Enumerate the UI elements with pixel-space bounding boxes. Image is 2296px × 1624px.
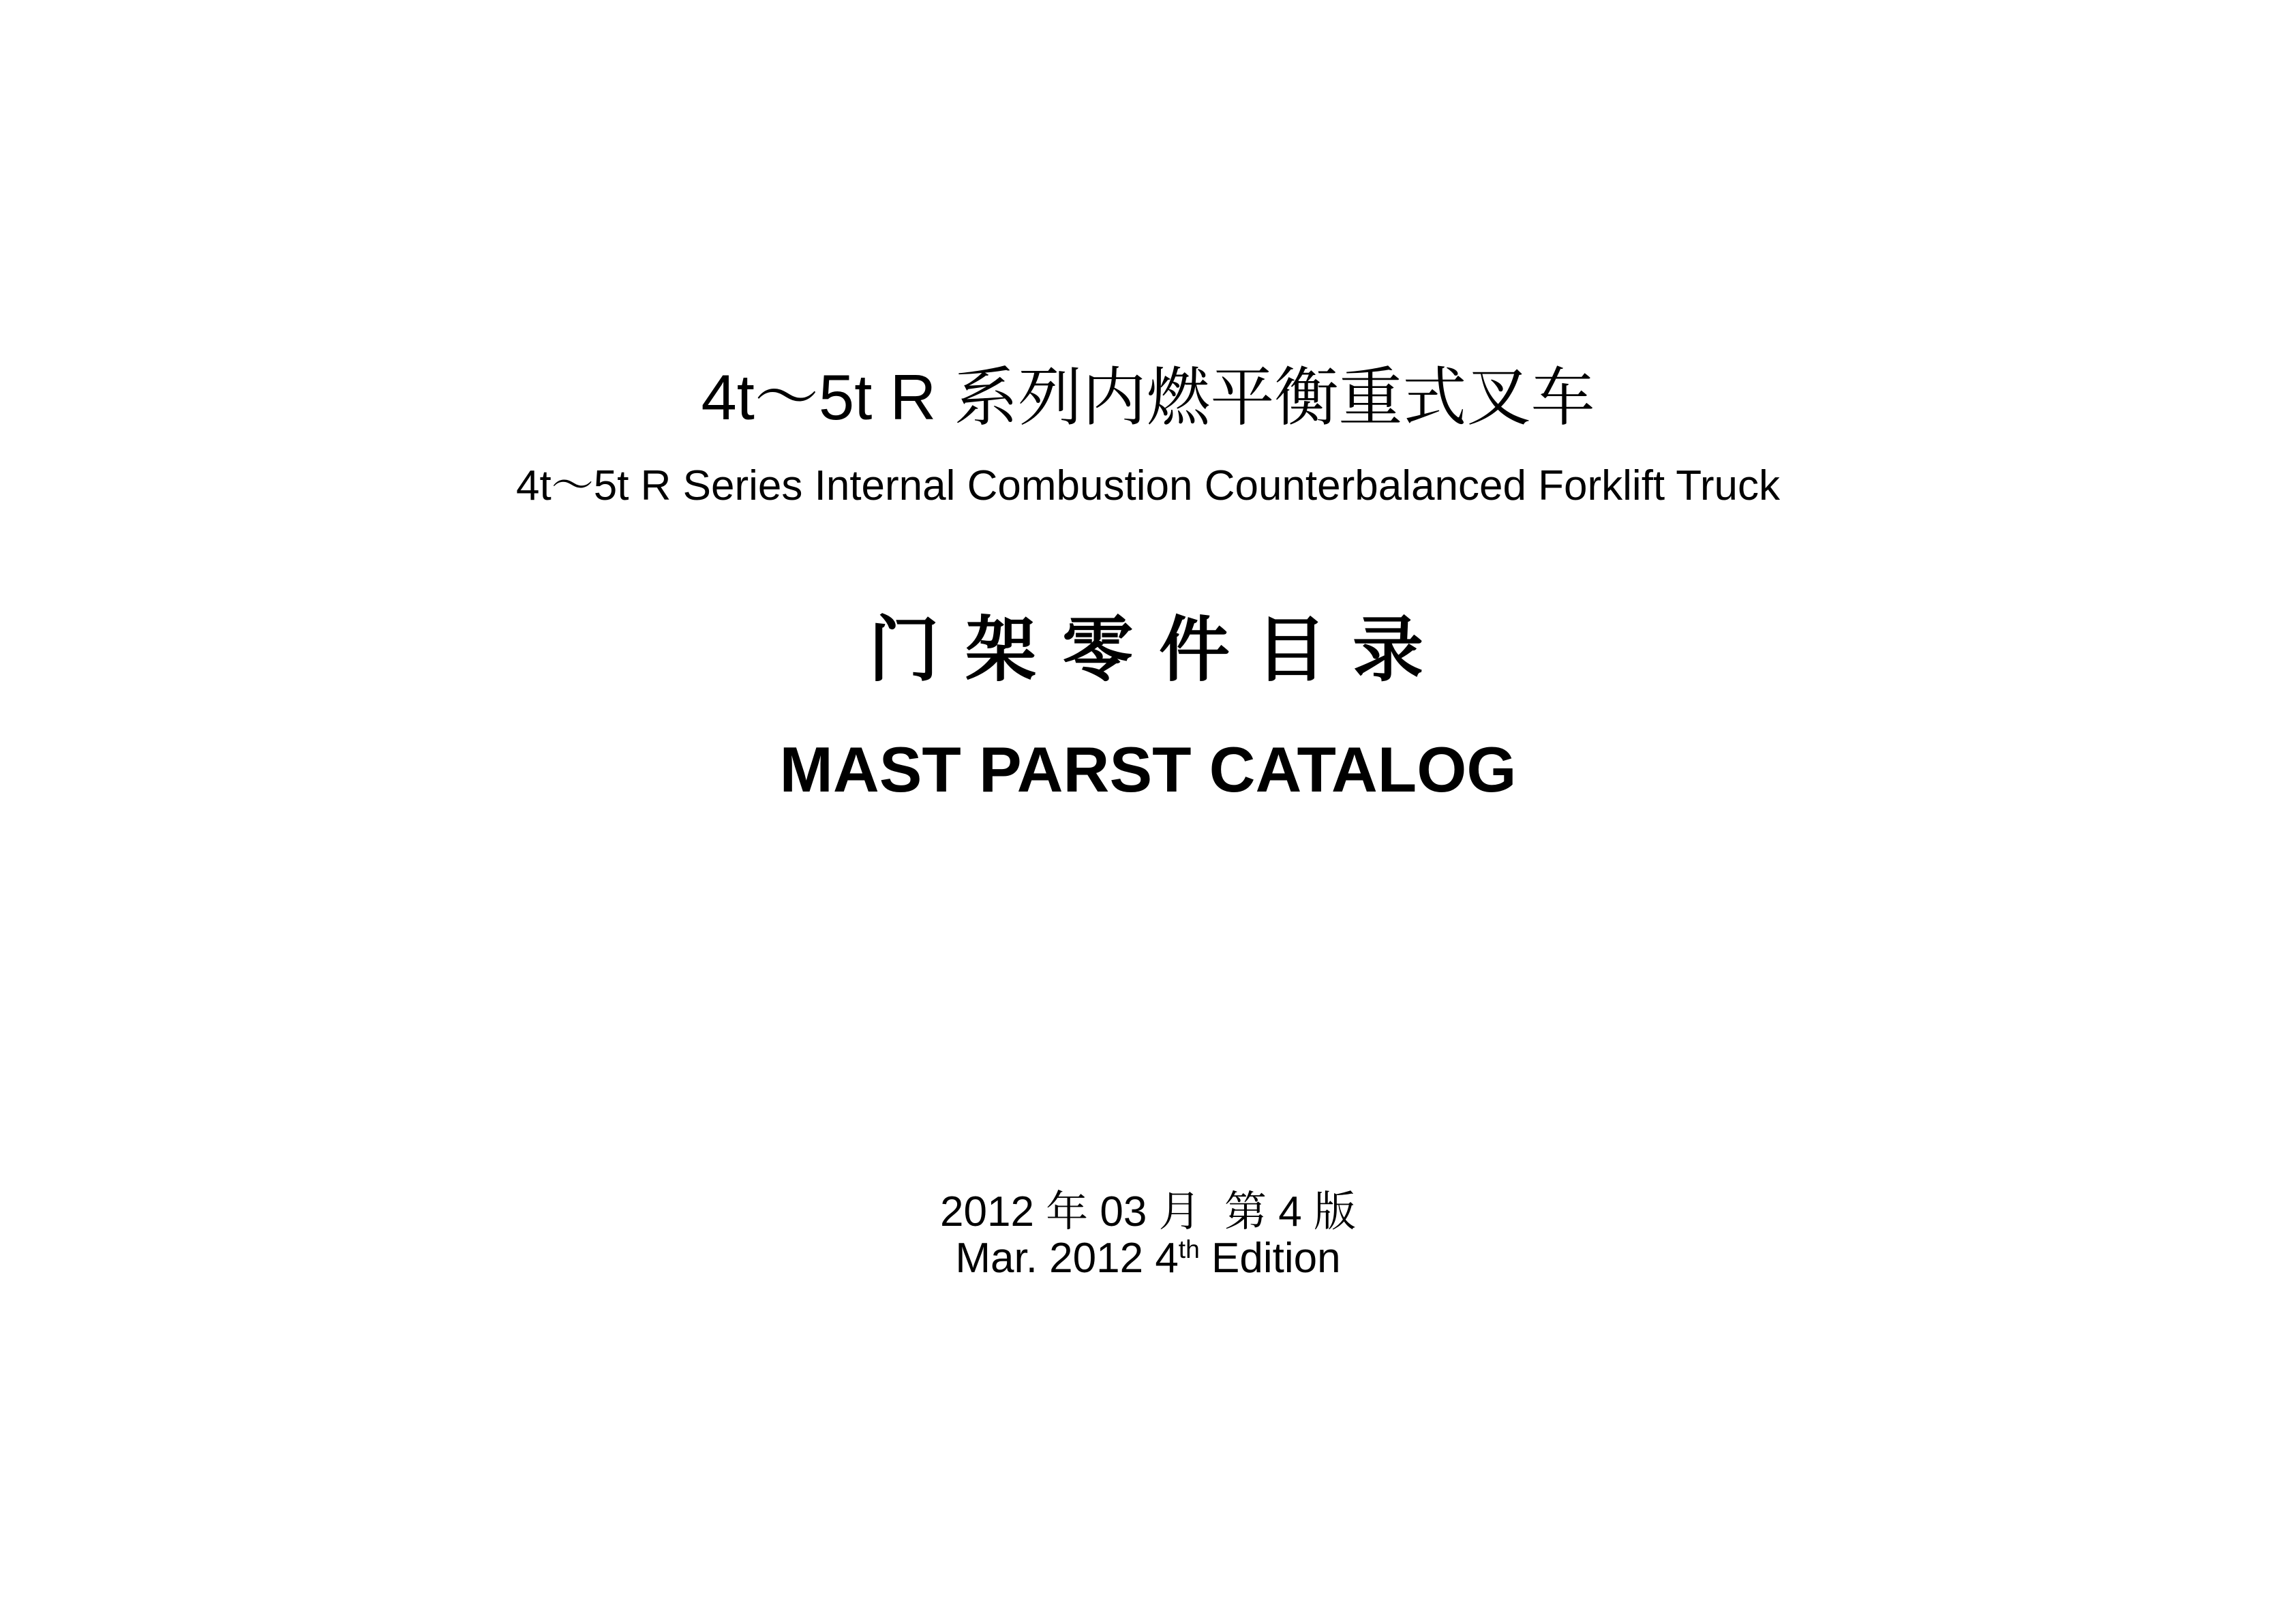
catalog-heading-english: MAST PARST CATALOG bbox=[779, 734, 1517, 805]
edition-line-chinese: 2012 年 03 月 第 4 版 bbox=[940, 1188, 1356, 1235]
main-title-chinese: 4t～5t R 系列内燃平衡重式叉车 bbox=[701, 361, 1595, 433]
edition-line-english: Mar. 2012 4th Edition bbox=[955, 1234, 1341, 1282]
catalog-heading-chinese: 门 架 零 件 目 录 bbox=[868, 612, 1428, 690]
edition-block bbox=[0, 1189, 2296, 1282]
edition-english-prefix: Mar. 2012 4 bbox=[955, 1235, 1179, 1282]
edition-english-suffix: Edition bbox=[1199, 1235, 1341, 1282]
main-title-english: 4t～5t R Series Internal Combustion Counterbalanced Forklift Truck bbox=[516, 462, 1780, 509]
